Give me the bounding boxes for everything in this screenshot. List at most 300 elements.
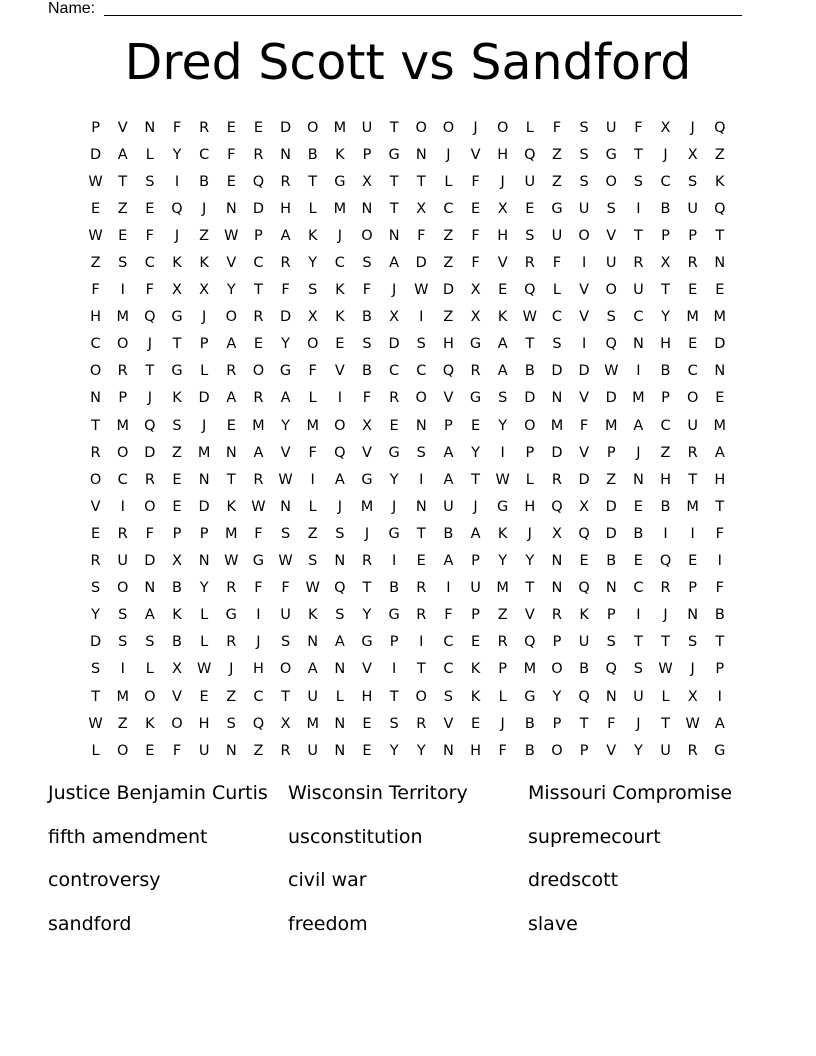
grid-letter: R bbox=[551, 471, 562, 488]
grid-letter: F bbox=[308, 363, 317, 380]
grid-letter: A bbox=[443, 444, 454, 461]
grid-letter: D bbox=[198, 498, 210, 515]
grid-letter: J bbox=[229, 661, 234, 678]
grid-letter: S bbox=[145, 634, 155, 651]
grid-letter: Y bbox=[471, 444, 480, 461]
grid-letter: G bbox=[334, 173, 346, 190]
grid-letter: D bbox=[442, 282, 454, 299]
grid-letter: E bbox=[633, 498, 643, 515]
grid-letter: Z bbox=[497, 607, 508, 624]
grid-letter: J bbox=[337, 227, 342, 244]
grid-letter: T bbox=[661, 282, 670, 299]
grid-letter: N bbox=[632, 471, 644, 488]
grid-letter: K bbox=[172, 607, 182, 624]
grid-letter: T bbox=[633, 146, 643, 163]
grid-letter: N bbox=[551, 580, 563, 597]
grid-letter: Y bbox=[281, 336, 290, 353]
grid-letter: X bbox=[551, 525, 562, 542]
grid-letter: J bbox=[147, 390, 152, 407]
grid-letter: U bbox=[280, 607, 291, 624]
grid-letter: P bbox=[579, 742, 589, 759]
grid-letter: I bbox=[717, 688, 722, 705]
grid-letter: G bbox=[714, 742, 726, 759]
grid-letter: M bbox=[333, 200, 347, 217]
grid-letter: N bbox=[415, 417, 427, 434]
grid-row bbox=[82, 683, 734, 710]
grid-letter: Y bbox=[172, 146, 182, 163]
grid-row bbox=[82, 629, 734, 656]
grid-letter: K bbox=[335, 146, 345, 163]
grid-letter: Q bbox=[524, 282, 536, 299]
grid-letter: G bbox=[171, 363, 183, 380]
grid-letter: E bbox=[335, 336, 345, 353]
grid-letter: T bbox=[525, 580, 535, 597]
grid-letter: N bbox=[225, 444, 237, 461]
grid-row bbox=[82, 249, 734, 276]
grid-letter: E bbox=[389, 417, 399, 434]
grid-letter: P bbox=[172, 525, 182, 542]
grid-letter: O bbox=[551, 742, 563, 759]
word-list-item: dredscott bbox=[528, 869, 619, 891]
grid-letter: Z bbox=[253, 742, 264, 759]
grid-letter: T bbox=[389, 119, 399, 136]
grid-letter: L bbox=[200, 607, 209, 624]
grid-letter: V bbox=[362, 661, 372, 678]
grid-letter: X bbox=[362, 417, 372, 434]
grid-letter: J bbox=[201, 200, 207, 217]
grid-letter: D bbox=[415, 255, 427, 272]
grid-letter: O bbox=[415, 119, 427, 136]
grid-letter: L bbox=[91, 742, 100, 759]
grid-letter: N bbox=[144, 580, 156, 597]
grid-letter: H bbox=[361, 688, 373, 705]
grid-letter: L bbox=[308, 390, 317, 407]
grid-letter: C bbox=[117, 471, 128, 488]
grid-letter: B bbox=[579, 661, 590, 678]
grid-letter: O bbox=[117, 336, 129, 353]
grid-row bbox=[82, 114, 734, 141]
grid-letter: X bbox=[172, 661, 182, 678]
grid-letter: I bbox=[256, 607, 261, 624]
grid-letter: R bbox=[253, 390, 264, 407]
grid-letter: Q bbox=[605, 661, 617, 678]
word-list-item: Wisconsin Territory bbox=[288, 782, 468, 804]
grid-letter: S bbox=[688, 634, 698, 651]
grid-letter: S bbox=[606, 200, 616, 217]
grid-letter: X bbox=[579, 498, 590, 515]
grid-letter: R bbox=[199, 119, 210, 136]
grid-letter: A bbox=[714, 715, 725, 732]
grid-letter: G bbox=[279, 363, 292, 380]
grid-letter: Q bbox=[334, 580, 346, 597]
grid-letter: U bbox=[578, 200, 590, 217]
grid-row bbox=[82, 141, 734, 168]
grid-letter: V bbox=[90, 498, 101, 515]
grid-letter: P bbox=[606, 607, 616, 624]
grid-letter: V bbox=[579, 444, 590, 461]
grid-letter: F bbox=[552, 119, 562, 136]
grid-letter: E bbox=[253, 336, 263, 353]
grid-letter: T bbox=[362, 580, 372, 597]
grid-letter: J bbox=[201, 309, 207, 326]
grid-letter: R bbox=[389, 390, 400, 407]
grid-letter: M bbox=[686, 498, 699, 515]
grid-letter: H bbox=[470, 742, 481, 759]
grid-letter: I bbox=[391, 661, 397, 678]
grid-letter: L bbox=[525, 471, 534, 488]
grid-letter: Z bbox=[226, 688, 237, 705]
grid-letter: R bbox=[253, 146, 264, 163]
grid-letter: M bbox=[116, 309, 129, 326]
grid-letter: C bbox=[389, 363, 400, 380]
grid-letter: E bbox=[253, 119, 263, 136]
grid-letter: A bbox=[714, 444, 725, 461]
grid-letter: E bbox=[470, 200, 481, 217]
grid-letter: K bbox=[226, 498, 237, 515]
grid-letter: N bbox=[714, 363, 726, 380]
grid-row bbox=[82, 710, 734, 737]
grid-letter: S bbox=[280, 525, 291, 542]
grid-letter: O bbox=[89, 363, 102, 380]
grid-letter: I bbox=[636, 200, 641, 217]
grid-letter: K bbox=[497, 309, 508, 326]
grid-letter: E bbox=[145, 742, 155, 759]
grid-letter: S bbox=[335, 607, 345, 624]
grid-letter: E bbox=[688, 553, 698, 570]
grid-letter: O bbox=[117, 742, 129, 759]
grid-letter: H bbox=[660, 336, 671, 353]
grid-letter: Q bbox=[252, 715, 265, 732]
grid-letter: P bbox=[715, 661, 725, 678]
grid-letter: A bbox=[443, 553, 454, 570]
grid-letter: L bbox=[444, 173, 453, 190]
grid-letter: J bbox=[500, 173, 505, 190]
grid-letter: O bbox=[496, 119, 509, 136]
grid-letter: U bbox=[578, 634, 590, 651]
grid-letter: Q bbox=[171, 200, 183, 217]
grid-letter: X bbox=[362, 173, 372, 190]
grid-letter: Z bbox=[714, 146, 725, 163]
grid-letter: D bbox=[144, 444, 156, 461]
grid-letter: D bbox=[551, 363, 563, 380]
grid-letter: E bbox=[688, 336, 698, 353]
word-list-item: fifth amendment bbox=[48, 825, 208, 848]
grid-letter: Z bbox=[660, 444, 671, 461]
grid-letter: G bbox=[388, 444, 400, 461]
name-field[interactable] bbox=[48, 0, 742, 18]
grid-letter: N bbox=[280, 146, 291, 163]
grid-letter: P bbox=[199, 336, 209, 353]
grid-letter: D bbox=[388, 336, 400, 353]
grid-letter: F bbox=[471, 227, 480, 244]
grid-letter: N bbox=[551, 390, 563, 407]
grid-letter: F bbox=[579, 417, 589, 434]
grid-letter: G bbox=[361, 471, 373, 488]
grid-letter: W bbox=[88, 227, 103, 244]
grid-letter: M bbox=[116, 417, 129, 434]
grid-letter: E bbox=[470, 417, 481, 434]
grid-letter: M bbox=[306, 715, 319, 732]
grid-letter: F bbox=[471, 255, 480, 272]
grid-letter: F bbox=[91, 282, 100, 299]
grid-row bbox=[82, 277, 734, 304]
grid-letter: O bbox=[415, 390, 427, 407]
grid-letter: V bbox=[443, 390, 454, 407]
grid-letter: D bbox=[198, 390, 210, 407]
grid-letter: T bbox=[471, 471, 480, 488]
grid-letter: E bbox=[145, 200, 155, 217]
grid-letter: E bbox=[498, 282, 508, 299]
grid-letter: R bbox=[226, 634, 237, 651]
grid-row bbox=[82, 466, 734, 493]
grid-letter: V bbox=[606, 227, 617, 244]
grid-letter: R bbox=[361, 553, 373, 570]
grid-letter: R bbox=[253, 471, 264, 488]
grid-row bbox=[82, 358, 734, 385]
grid-letter: M bbox=[604, 417, 618, 434]
grid-letter: U bbox=[470, 580, 481, 597]
grid-letter: Y bbox=[362, 607, 372, 624]
grid-letter: D bbox=[279, 309, 292, 326]
grid-letter: T bbox=[688, 471, 698, 488]
grid-letter: O bbox=[334, 417, 346, 434]
grid-letter: R bbox=[117, 363, 128, 380]
grid-letter: V bbox=[524, 607, 535, 624]
grid-letter: E bbox=[416, 553, 426, 570]
grid-letter: B bbox=[307, 146, 318, 163]
grid-letter: S bbox=[688, 173, 698, 190]
grid-letter: F bbox=[145, 525, 155, 542]
grid-letter: U bbox=[687, 417, 698, 434]
grid-letter: P bbox=[688, 227, 698, 244]
grid-letter: B bbox=[524, 363, 535, 380]
grid-letter: L bbox=[200, 363, 209, 380]
grid-letter: B bbox=[660, 363, 671, 380]
grid-letter: U bbox=[198, 742, 210, 759]
grid-letter: K bbox=[307, 607, 318, 624]
grid-letter: C bbox=[660, 173, 671, 190]
grid-letter: Y bbox=[633, 742, 643, 759]
grid-letter: L bbox=[498, 688, 507, 705]
grid-letter: E bbox=[633, 553, 643, 570]
grid-letter: I bbox=[391, 553, 397, 570]
grid-letter: K bbox=[199, 255, 209, 272]
grid-letter: T bbox=[281, 688, 290, 705]
name-underline bbox=[104, 15, 742, 16]
grid-letter: L bbox=[200, 634, 209, 651]
grid-letter: E bbox=[90, 200, 101, 217]
grid-letter: S bbox=[498, 390, 508, 407]
grid-letter: N bbox=[415, 498, 427, 515]
grid-letter: M bbox=[306, 417, 319, 434]
grid-letter: R bbox=[226, 580, 237, 597]
grid-letter: D bbox=[524, 390, 536, 407]
grid-letter: S bbox=[416, 444, 426, 461]
page-title: Dred Scott vs Sandford bbox=[124, 34, 692, 91]
grid-letter: F bbox=[444, 607, 453, 624]
grid-letter: U bbox=[660, 742, 671, 759]
grid-letter: J bbox=[391, 498, 397, 515]
grid-letter: G bbox=[388, 146, 400, 163]
grid-letter: X bbox=[416, 200, 427, 217]
grid-letter: J bbox=[663, 146, 668, 163]
word-list-item: civil war bbox=[288, 869, 367, 891]
grid-letter: P bbox=[471, 607, 480, 624]
grid-letter: U bbox=[307, 742, 318, 759]
grid-letter: R bbox=[226, 363, 237, 380]
word-search-grid bbox=[82, 114, 734, 764]
grid-letter: J bbox=[636, 715, 641, 732]
grid-letter: Q bbox=[578, 525, 590, 542]
grid-letter: P bbox=[552, 634, 562, 651]
grid-letter: F bbox=[308, 444, 317, 461]
grid-letter: O bbox=[171, 715, 183, 732]
grid-letter: E bbox=[362, 742, 372, 759]
grid-letter: I bbox=[419, 309, 424, 326]
grid-letter: Q bbox=[659, 553, 672, 570]
grid-letter: X bbox=[389, 309, 400, 326]
grid-letter: P bbox=[199, 525, 209, 542]
grid-letter: N bbox=[198, 553, 210, 570]
grid-letter: F bbox=[227, 146, 236, 163]
grid-letter: E bbox=[470, 634, 481, 651]
grid-letter: O bbox=[306, 119, 319, 136]
grid-letter: I bbox=[500, 444, 505, 461]
grid-letter: U bbox=[605, 255, 617, 272]
grid-letter: J bbox=[256, 634, 261, 651]
grid-letter: R bbox=[687, 742, 698, 759]
grid-letter: D bbox=[89, 634, 102, 651]
grid-letter: T bbox=[416, 525, 426, 542]
grid-letter: M bbox=[360, 498, 374, 515]
grid-letter: M bbox=[252, 417, 265, 434]
grid-letter: U bbox=[361, 119, 373, 136]
grid-letter: R bbox=[416, 715, 427, 732]
grid-letter: R bbox=[90, 444, 101, 461]
grid-letter: B bbox=[389, 580, 400, 597]
grid-letter: K bbox=[335, 282, 345, 299]
grid-letter: D bbox=[605, 525, 617, 542]
grid-letter: A bbox=[280, 390, 291, 407]
grid-letter: T bbox=[389, 688, 399, 705]
grid-letter: X bbox=[172, 282, 182, 299]
word-list bbox=[48, 778, 768, 952]
grid-letter: S bbox=[90, 661, 101, 678]
grid-letter: P bbox=[525, 444, 535, 461]
grid-letter: S bbox=[579, 146, 589, 163]
grid-letter: X bbox=[470, 282, 481, 299]
grid-letter: S bbox=[633, 661, 643, 678]
grid-letter: Y bbox=[308, 255, 318, 272]
grid-letter: E bbox=[90, 525, 101, 542]
grid-letter: M bbox=[523, 661, 537, 678]
grid-letter: Z bbox=[117, 715, 128, 732]
grid-letter: K bbox=[470, 688, 481, 705]
grid-letter: C bbox=[443, 634, 454, 651]
word-list-item: usconstitution bbox=[288, 825, 423, 848]
grid-letter: A bbox=[470, 525, 481, 542]
grid-row bbox=[82, 385, 734, 412]
grid-letter: P bbox=[661, 227, 670, 244]
grid-letter: R bbox=[497, 634, 508, 651]
grid-letter: Y bbox=[416, 742, 426, 759]
grid-letter: O bbox=[225, 309, 237, 326]
grid-letter: S bbox=[362, 255, 372, 272]
grid-letter: T bbox=[715, 227, 725, 244]
grid-letter: A bbox=[307, 661, 318, 678]
grid-letter: F bbox=[471, 173, 480, 190]
grid-letter: R bbox=[687, 444, 698, 461]
grid-letter: Z bbox=[307, 525, 318, 542]
word-list-item: slave bbox=[528, 912, 578, 935]
grid-letter: I bbox=[663, 525, 668, 542]
grid-letter: I bbox=[581, 255, 587, 272]
grid-letter: P bbox=[389, 634, 399, 651]
grid-letter: E bbox=[172, 498, 182, 515]
grid-row bbox=[82, 195, 734, 222]
grid-letter: A bbox=[389, 255, 400, 272]
grid-letter: S bbox=[308, 282, 318, 299]
grid-letter: P bbox=[362, 146, 372, 163]
grid-letter: K bbox=[335, 309, 345, 326]
grid-letter: M bbox=[550, 417, 564, 434]
grid-letter: X bbox=[660, 255, 671, 272]
grid-letter: N bbox=[605, 580, 617, 597]
grid-letter: G bbox=[171, 309, 183, 326]
grid-letter: S bbox=[145, 173, 155, 190]
grid-letter: E bbox=[172, 471, 182, 488]
grid-letter: T bbox=[661, 634, 670, 651]
grid-letter: W bbox=[224, 553, 239, 570]
grid-letter: A bbox=[117, 146, 128, 163]
grid-letter: F bbox=[172, 742, 182, 759]
grid-letter: O bbox=[442, 119, 455, 136]
grid-letter: M bbox=[713, 309, 727, 326]
grid-letter: G bbox=[388, 525, 400, 542]
grid-letter: N bbox=[144, 119, 156, 136]
grid-letter: Z bbox=[90, 255, 101, 272]
grid-letter: F bbox=[281, 580, 290, 597]
word-list-item: sandford bbox=[48, 912, 132, 935]
grid-letter: E bbox=[226, 417, 236, 434]
grid-letter: A bbox=[334, 471, 345, 488]
grid-letter: L bbox=[145, 661, 154, 678]
grid-letter: A bbox=[334, 634, 345, 651]
word-list-item: Justice Benjamin Curtis bbox=[48, 782, 268, 804]
grid-row bbox=[82, 439, 734, 466]
grid-letter: R bbox=[633, 255, 644, 272]
grid-letter: F bbox=[145, 227, 155, 244]
grid-letter: R bbox=[253, 309, 264, 326]
grid-letter: A bbox=[226, 390, 237, 407]
grid-letter: H bbox=[198, 715, 210, 732]
grid-letter: O bbox=[361, 227, 373, 244]
grid-letter: S bbox=[552, 336, 562, 353]
grid-letter: I bbox=[310, 471, 315, 488]
grid-letter: N bbox=[225, 200, 237, 217]
grid-letter: W bbox=[522, 309, 537, 326]
grid-letter: T bbox=[118, 173, 128, 190]
grid-letter: T bbox=[416, 661, 426, 678]
grid-letter: J bbox=[201, 417, 207, 434]
grid-letter: O bbox=[252, 363, 265, 380]
grid-letter: E bbox=[226, 173, 236, 190]
grid-letter: A bbox=[497, 363, 508, 380]
grid-letter: M bbox=[116, 688, 129, 705]
grid-letter: P bbox=[471, 553, 480, 570]
word-list-item: freedom bbox=[288, 912, 368, 935]
grid-letter: V bbox=[280, 444, 291, 461]
